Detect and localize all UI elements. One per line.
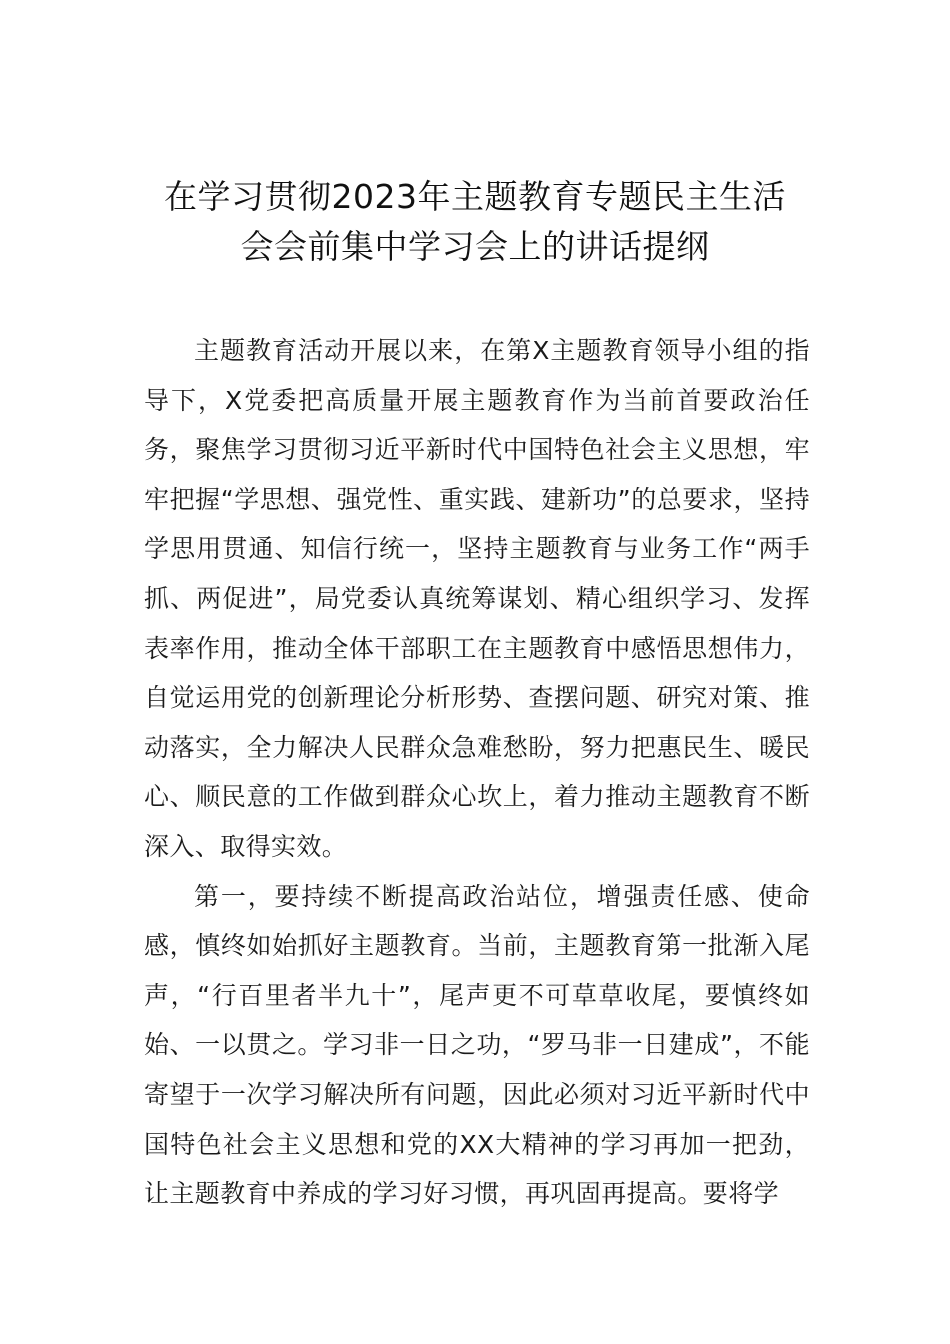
document-title bbox=[120, 172, 830, 272]
title-line-2: 会会前集中学习会上的讲话提纲 bbox=[240, 227, 710, 266]
title-line-1: 在学习贯彻2023年主题教育专题民主生活 bbox=[164, 177, 786, 216]
paragraph-first-point: 第一，要持续不断提高政治站位，增强责任感、使命感，慎终如始抓好主题教育。当前，主题教育第一批渐入尾声，“行百里者半九十”，尾声更不可草草收尾，要慎终如始、一以贯之。学习非一日之功，“罗马非一日建成”，不能寄望于一次学习解决所有问题，因此必须对习近平新时代中国特色社会主义思想和党的XX大精神的学习再加一把劲，让主题教育中养成的学习好习惯，再巩固再提高。要将学 bbox=[144, 881, 810, 1209]
paragraph-intro: 主题教育活动开展以来，在第X主题教育领导小组的指导下，X党委把高质量开展主题教育作为当前首要政治任务，聚焦学习贯彻习近平新时代中国特色社会主义思想，牢牢把握“学思想、强党性、重实践、建新功”的总要求，坚持学思用贯通、知信行统一，坚持主题教育与业务工作“两手抓、两促进”，局党委认真统筹谋划、精心组织学习、发挥表率作用，推动全体干部职工在主题教育中感悟思想伟力，自觉运用党的创新理论分析形势、查摆问题、研究对策、推动落实，全力解决人民群众急难愁盼，努力把惠民生、暖民心、顺民意的工作做到群众心坎上，着力推动主题教育不断深入、取得实效。 bbox=[144, 336, 810, 861]
document-body bbox=[144, 326, 810, 1219]
